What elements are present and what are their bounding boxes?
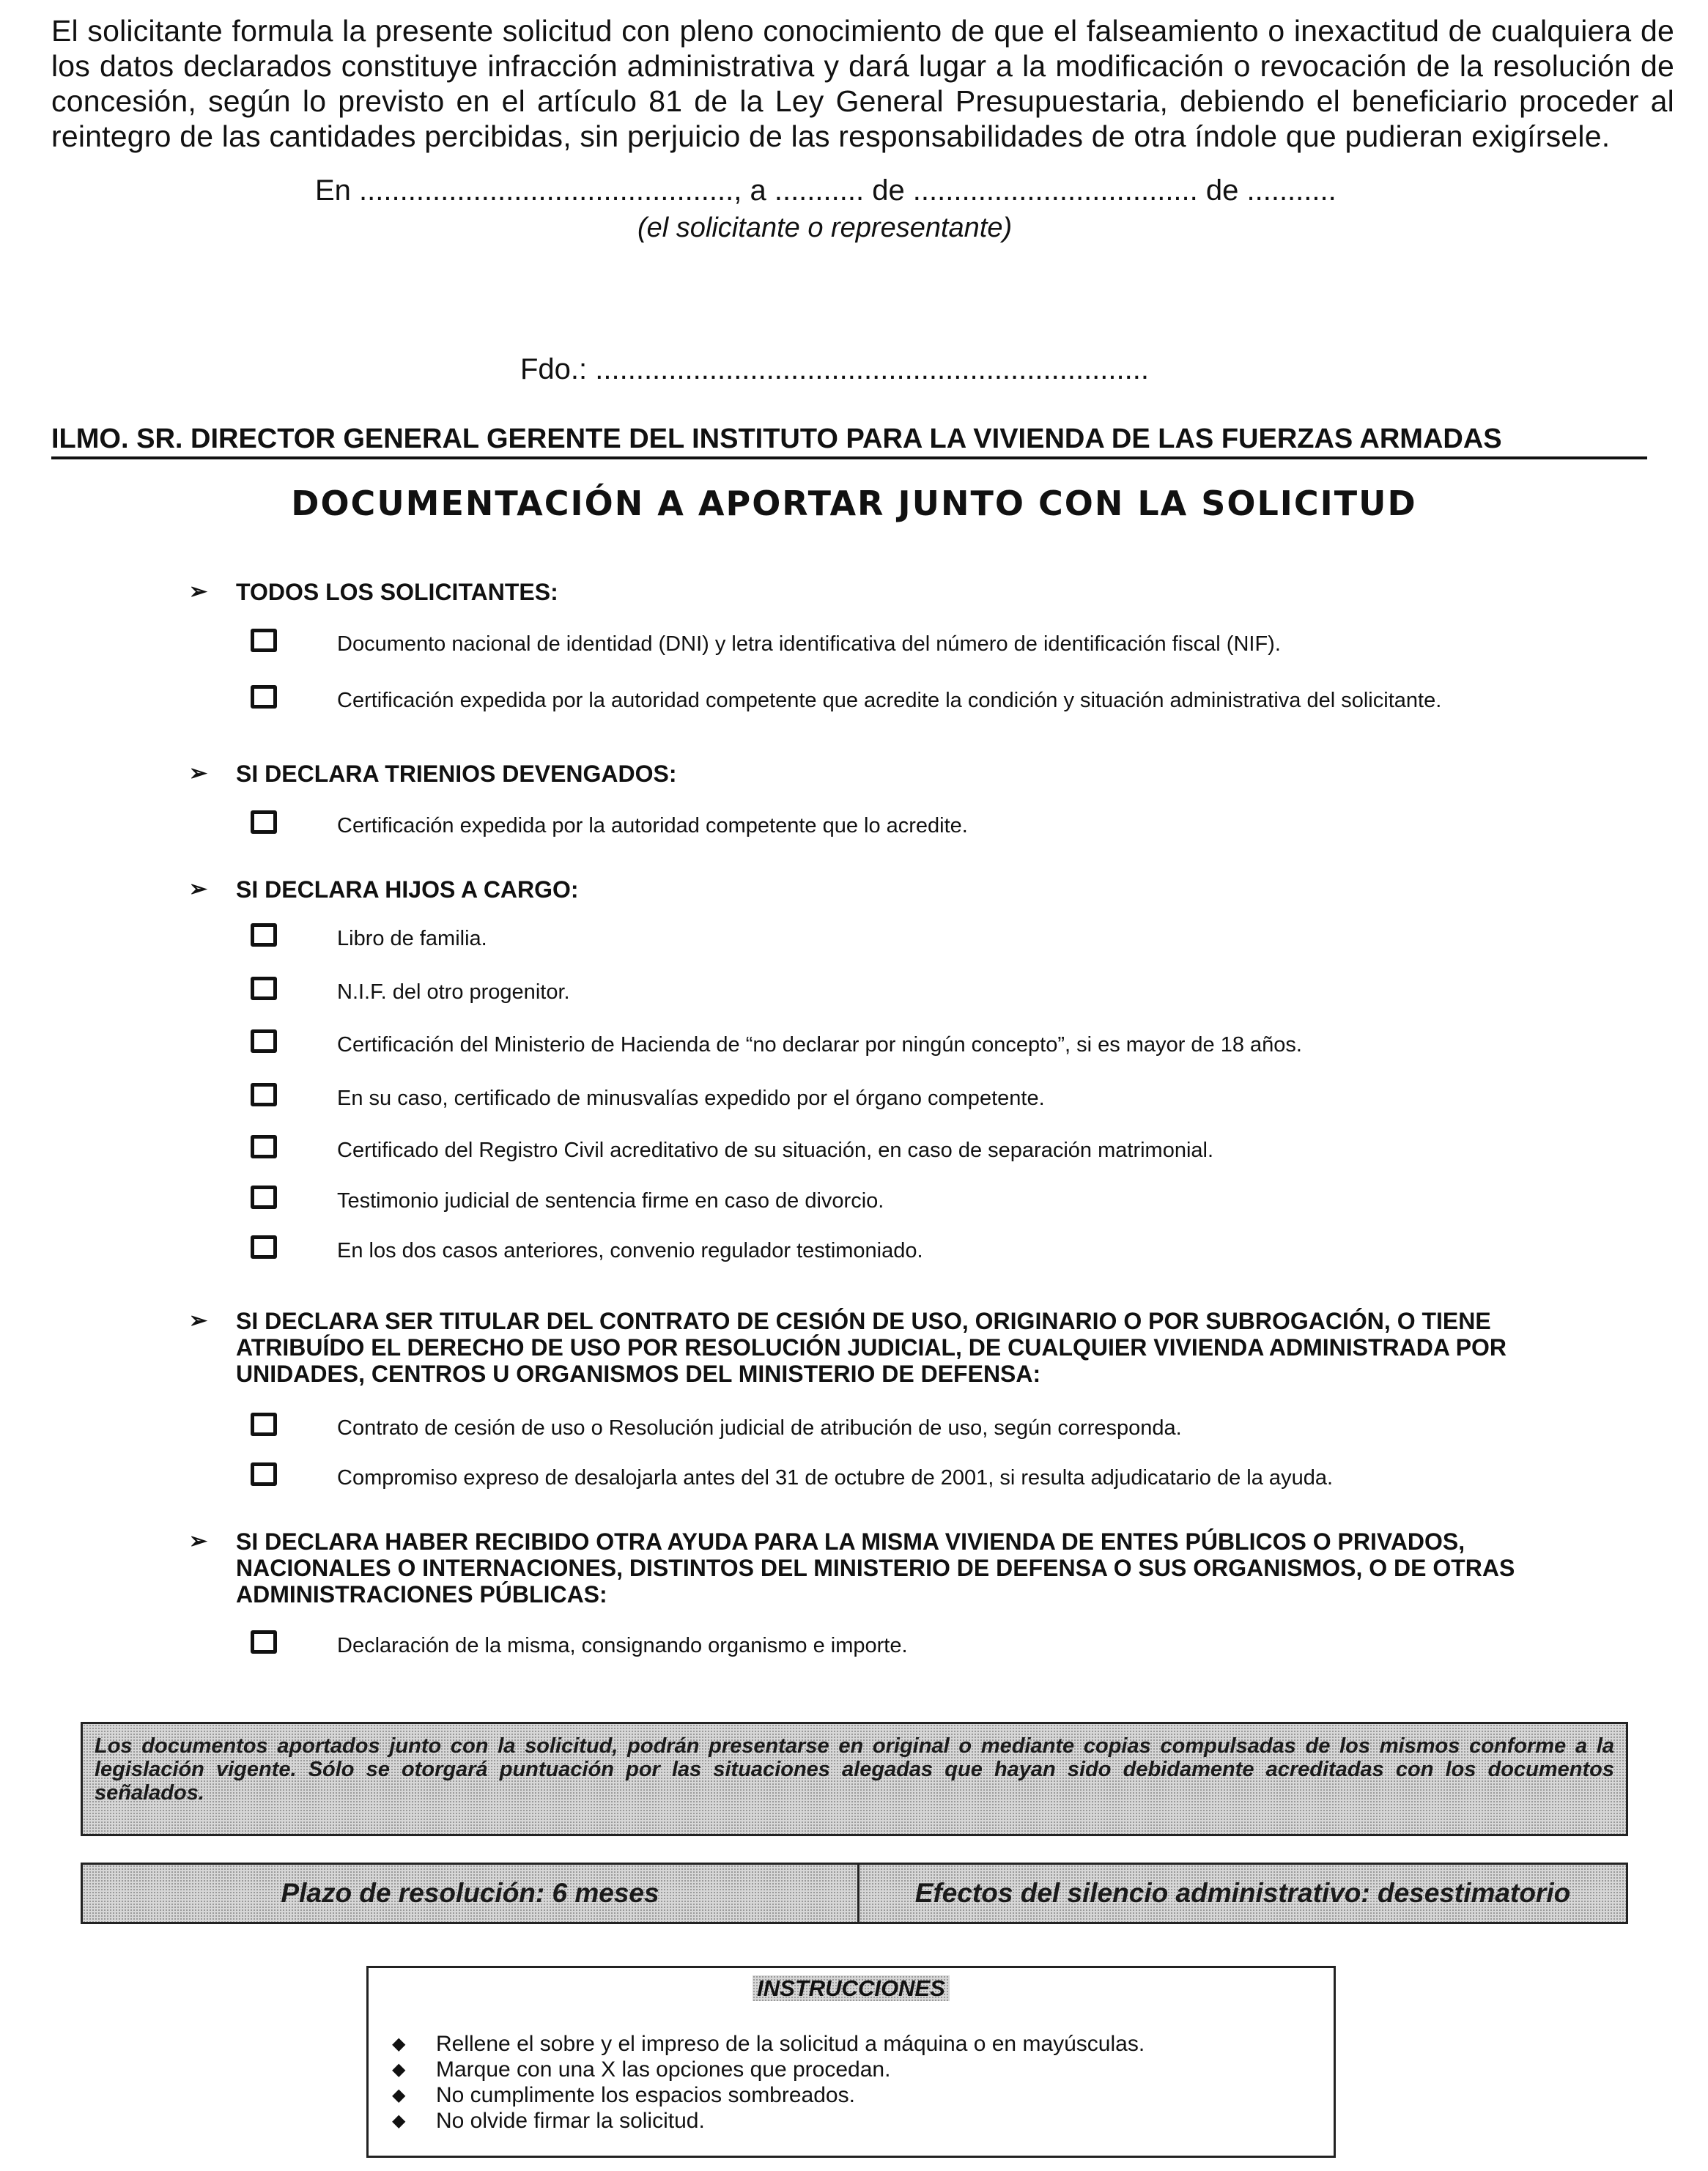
- checklist-item-label: Declaración de la misma, consignando organismo e importe.: [337, 1634, 908, 1657]
- section-heading-text: TODOS LOS SOLICITANTES:: [236, 579, 558, 605]
- list-item: [392, 2082, 1145, 2108]
- section-heading-todos: [189, 579, 1599, 605]
- checkbox[interactable]: [251, 629, 277, 652]
- section-heading-text: SI DECLARA HABER RECIBIDO OTRA AYUDA PARA LA MISMA VIVIENDA DE ENTES PÚBLICOS O PRIVADOS, NACIONALES O INTERNACIONES, DISTINTOS DEL MINISTERIO DE DEFENSA O SUS ORGANISMOS, O DE OTRAS ADMINISTRACIONES PÚBLICAS:: [236, 1528, 1515, 1608]
- section-heading-hijos: [189, 876, 1599, 903]
- declaration-paragraph: El solicitante formula la presente solicitud con pleno conocimiento de que el falseamiento o inexactitud de cualquiera de los datos declarados constituye infracción administrativa y dará lugar a la modificación o revocación de la resolución de concesión, según lo previsto en el artículo 81 de la Ley General Presupuestaria, debiendo el beneficiario proceder al reintegro de las cantidades percibidas, sin perjuicio de las responsabilidades de otra índole que pudieran exigírsele.: [51, 14, 1674, 153]
- instructions-title: [369, 1975, 1334, 2002]
- checkbox[interactable]: [251, 1630, 277, 1654]
- arrow-bullet-icon: ➢: [189, 1529, 208, 1553]
- checkbox[interactable]: [251, 923, 277, 947]
- place-date-caption: (el solicitante o representante): [637, 212, 1013, 243]
- section-heading-text: SI DECLARA SER TITULAR DEL CONTRATO DE CESIÓN DE USO, ORIGINARIO O POR SUBROGACIÓN, O TIENE ATRIBUÍDO EL DERECHO DE USO POR RESOLUCIÓN JUDICIAL, DE CUALQUIER VIVIENDA ADMINISTRADA POR UNIDADES, CENTROS U ORGANISMOS DEL MINISTERIO DE DEFENSA:: [236, 1308, 1507, 1387]
- signature-line[interactable]: Fdo.: ....................................................................: [520, 353, 1149, 385]
- diamond-bullet-icon: ◆: [392, 2060, 406, 2079]
- checklist-item-label: Documento nacional de identidad (DNI) y letra identificativa del número de identificación fiscal (NIF).: [337, 632, 1281, 656]
- silence-effects: Efectos del silencio administrativo: desestimatorio: [914, 1878, 1571, 1908]
- arrow-bullet-icon: ➢: [189, 761, 208, 785]
- instructions-box: [366, 1966, 1336, 2158]
- checkbox[interactable]: [251, 685, 277, 709]
- instructions-title-text: INSTRUCCIONES: [753, 1975, 950, 2001]
- checklist-item-label: En los dos casos anteriores, convenio regulador testimoniado.: [337, 1239, 923, 1262]
- arrow-bullet-icon: ➢: [189, 877, 208, 901]
- addressee: ILMO. SR. DIRECTOR GENERAL GERENTE DEL INSTITUTO PARA LA VIVIENDA DE LAS FUERZAS ARMADAS: [51, 424, 1502, 454]
- checkbox[interactable]: [251, 977, 277, 1000]
- checkbox[interactable]: [251, 1186, 277, 1209]
- checkbox[interactable]: [251, 1235, 277, 1259]
- list-item: [392, 2031, 1145, 2057]
- section-heading-otra-ayuda: [189, 1528, 1599, 1608]
- checklist-item-label: Certificado del Registro Civil acreditativo de su situación, en caso de separación matrimonial.: [337, 1139, 1214, 1162]
- checklist-item-label: Contrato de cesión de uso o Resolución judicial de atribución de uso, según corresponda.: [337, 1416, 1182, 1440]
- arrow-bullet-icon: ➢: [189, 580, 208, 604]
- checkbox[interactable]: [251, 1029, 277, 1053]
- diamond-bullet-icon: ◆: [392, 2085, 406, 2105]
- diamond-bullet-icon: ◆: [392, 2111, 406, 2131]
- checkbox[interactable]: [251, 1462, 277, 1486]
- place-date-line[interactable]: En .............................................., a ........... de ................................... de ...........: [315, 174, 1337, 207]
- checkbox[interactable]: [251, 1413, 277, 1436]
- section-heading-trienios: [189, 761, 1599, 787]
- section-heading-text: SI DECLARA HIJOS A CARGO:: [236, 876, 579, 903]
- list-item: [392, 2057, 1145, 2082]
- checkbox[interactable]: [251, 810, 277, 834]
- checklist-item-label: Testimonio judicial de sentencia firme en caso de divorcio.: [337, 1189, 884, 1213]
- instructions-list: [392, 2031, 1145, 2134]
- section-heading-vivienda: [189, 1308, 1599, 1387]
- instruction-text: Marque con una X las opciones que procedan.: [436, 2057, 891, 2082]
- instruction-text: Rellene el sobre y el impreso de la solicitud a máquina o en mayúsculas.: [436, 2032, 1145, 2056]
- checklist-item-label: Certificación expedida por la autoridad competente que acredite la condición y situación administrativa del solicitante.: [337, 689, 1442, 712]
- diamond-bullet-icon: ◆: [392, 2034, 406, 2054]
- section-heading-text: SI DECLARA TRIENIOS DEVENGADOS:: [236, 761, 677, 787]
- checklist-item-label: Certificación expedida por la autoridad competente que lo acredite.: [337, 814, 968, 837]
- checkbox[interactable]: [251, 1135, 277, 1158]
- checklist-item-label: Compromiso expreso de desalojarla antes del 31 de octubre de 2001, si resulta adjudicatario de la ayuda.: [337, 1466, 1334, 1490]
- checkbox[interactable]: [251, 1083, 277, 1106]
- checklist-item-label: N.I.F. del otro progenitor.: [337, 980, 570, 1004]
- checklist-item-label: En su caso, certificado de minusvalías expedido por el órgano competente.: [337, 1087, 1045, 1110]
- checklist-item-label: Certificación del Ministerio de Hacienda de “no declarar por ningún concepto”, si es mayor de 18 años.: [337, 1033, 1302, 1057]
- checklist-item-label: Libro de familia.: [337, 927, 487, 950]
- documents-note: Los documentos aportados junto con la solicitud, podrán presentarse en original o mediante copias compulsadas de los mismos conforme a la legislación vigente. Sólo se otorgará puntuación por las situaciones alegadas que hayan sido debidamente acreditadas con los documentos señalados.: [81, 1722, 1628, 1836]
- resolution-deadline: Plazo de resolución: 6 meses: [83, 1865, 859, 1922]
- instruction-text: No olvide firmar la solicitud.: [436, 2109, 705, 2133]
- list-item: [392, 2108, 1145, 2134]
- document-title: DOCUMENTACIÓN A APORTAR JUNTO CON LA SOLICITUD: [291, 484, 1417, 523]
- arrow-bullet-icon: ➢: [189, 1309, 208, 1333]
- instruction-text: No cumplimente los espacios sombreados.: [436, 2083, 855, 2107]
- resolution-terms-box: [81, 1863, 1628, 1924]
- divider-rule: [51, 456, 1647, 459]
